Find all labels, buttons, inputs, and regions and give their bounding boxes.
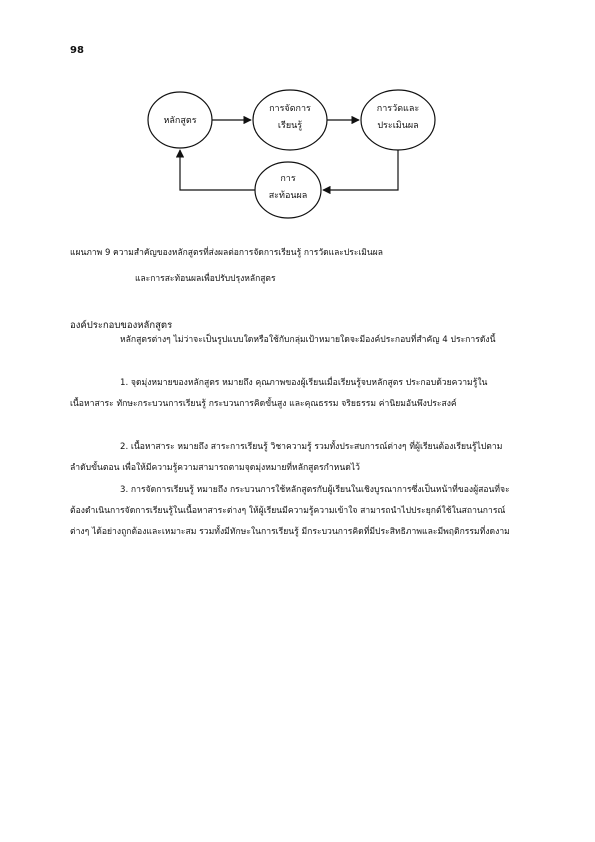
node-label-line: เรียนรู้	[277, 121, 303, 131]
arrow-evaluation-to-reflection	[323, 150, 398, 190]
node-label-line: การวัดและ	[376, 104, 420, 114]
item-paragraph-2: 2. เนื้อหาสาระ หมายถึง สาระการเรียนรู้ วิชาความรู้ รวมทั้งประสบการณ์ต่างๆ ที่ผู้เรียนต้องเรียนรู้ไปตามลำดับขั้นตอน เพื่อให้มีความรู้ความสามารถตามจุดมุ่งหมายที่หลักสูตรกำหนดไว้	[70, 442, 503, 473]
section-heading: องค์ประกอบของหลักสูตร	[70, 320, 173, 331]
node-evaluation	[361, 90, 435, 150]
node-label-line: สะท้อนผล	[268, 191, 308, 201]
node-curriculum-label	[163, 116, 196, 126]
item-paragraph-1: 1. จุดมุ่งหมายของหลักสูตร หมายถึง คุณภาพของผู้เรียนเมื่อเรียนรู้จบหลักสูตร ประกอบด้วยความรู้ในเนื้อหาสาระ ทักษะกระบวนการเรียนรู้ กระบวนการคิดขั้นสูง และคุณธรรม จริยธรรม ค่านิยมอันพึงประสงค์	[70, 378, 488, 409]
node-label-line: การจัดการ	[269, 104, 311, 114]
arrow-reflection-to-curriculum	[180, 150, 255, 190]
node-reflection	[255, 162, 321, 218]
node-label-line: การ	[280, 174, 296, 184]
item-paragraph-3: 3. การจัดการเรียนรู้ หมายถึง กระบวนการใช้หลักสูตรกับผู้เรียนในเชิงบูรณาการซึ่งเป็นหน้าที่ของผู้สอนที่จะต้องดำเนินการจัดการเรียนรู้ในเนื้อหาสาระต่างๆ ให้ผู้เรียนมีความรู้ความเข้าใจ สามารถนำไปประยุกต์ใช้ในสถานการณ์ต่างๆ ได้อย่างถูกต้องและเหมาะสม รวมทั้งมีทักษะในการเรียนรู้ มีกระบวนการคิดที่มีประสิทธิภาพและมีพฤติกรรมที่งดงาม	[70, 485, 510, 537]
page-number: 98	[70, 45, 84, 56]
diagram-caption-line1: แผนภาพ 9 ความสำคัญของหลักสูตรที่ส่งผลต่อการจัดการเรียนรู้ การวัดและประเมินผล	[70, 248, 383, 258]
intro-paragraph: หลักสูตรต่างๆ ไม่ว่าจะเป็นรูปแบบใดหรือใช้กับกลุ่มเป้าหมายใดจะมีองค์ประกอบที่สำคัญ 4 ประการดังนี้	[120, 335, 496, 345]
node-label-line: ประเมินผล	[377, 121, 419, 131]
diagram-caption-line2: และการสะท้อนผลเพื่อปรับปรุงหลักสูตร	[135, 274, 276, 284]
node-label-line: หลักสูตร	[163, 116, 197, 126]
node-teaching	[253, 90, 327, 150]
